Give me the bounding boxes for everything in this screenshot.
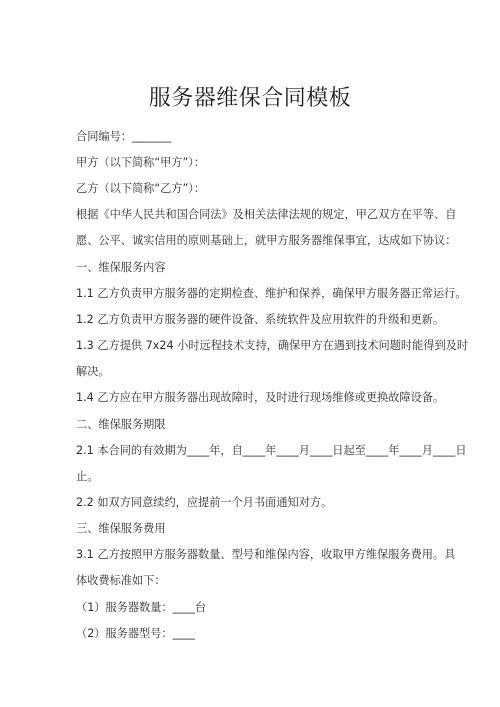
section-heading-2: 二、维保服务期限 bbox=[76, 418, 166, 431]
contract-title: 服务器维保合同模板 bbox=[148, 86, 352, 111]
party-b-line: 乙方（以下简称“乙方”）： bbox=[76, 182, 206, 195]
clause-1-1: 1.1 乙方负责甲方服务器的定期检查、维护和保养，确保甲方服务器正常运行。 bbox=[76, 287, 467, 300]
section-heading-3: 三、维保服务费用 bbox=[76, 522, 166, 535]
clause-2-1-line-1: 2.1 本合同的有效期为____年，自____年____月____日起至____年____月____日 bbox=[76, 444, 467, 457]
contract-number-line: 合同编号：_______ bbox=[76, 130, 172, 143]
clause-1-3-line-2: 解决。 bbox=[76, 365, 110, 378]
clause-2-1-line-2: 止。 bbox=[76, 470, 99, 483]
clause-3-1-line-1: 3.1 乙方按照甲方服务器数量、型号和维保内容，收取甲方维保服务费用。具 bbox=[76, 548, 456, 561]
section-heading-1: 一、维保服务内容 bbox=[76, 261, 166, 274]
server-model-line: （2）服务器型号：____ bbox=[76, 627, 195, 640]
clause-3-1-line-2: 体收费标准如下： bbox=[76, 574, 166, 587]
preamble-line-1: 根据《中华人民共和国合同法》及相关法律法规的规定，甲乙双方在平等、自 bbox=[76, 208, 457, 221]
party-a-line: 甲方（以下简称“甲方”）： bbox=[76, 156, 206, 169]
preamble-line-2: 愿、公平、诚实信用的原则基础上，就甲方服务器维保事宜，达成如下协议： bbox=[76, 234, 457, 247]
clause-1-4: 1.4 乙方应在甲方服务器出现故障时，及时进行现场维修或更换故障设备。 bbox=[76, 391, 445, 404]
clause-2-2: 2.2 如双方同意续约，应提前一个月书面通知对方。 bbox=[76, 496, 333, 509]
clause-1-2: 1.2 乙方负责甲方服务器的硬件设备、系统软件及应用软件的升级和更新。 bbox=[76, 313, 445, 326]
clause-1-3-line-1: 1.3 乙方提供 7x24 小时远程技术支持，确保甲方在遇到技术问题时能得到及时 bbox=[76, 339, 469, 352]
server-quantity-line: （1）服务器数量：____台 bbox=[76, 601, 207, 614]
